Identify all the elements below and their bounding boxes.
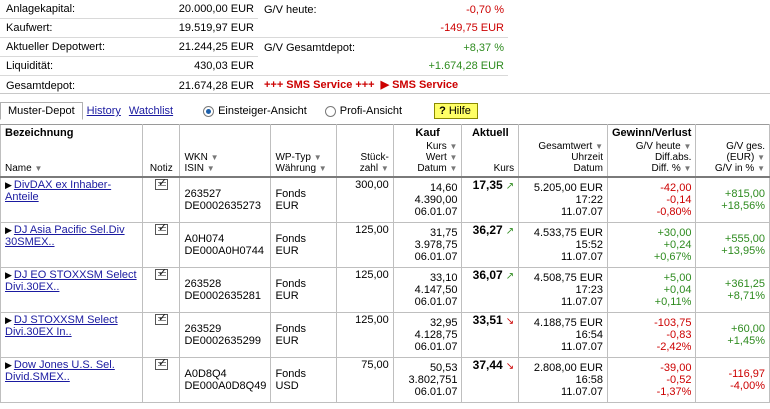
kurs-value: 36,07 bbox=[472, 268, 503, 282]
col-gv-gesamt[interactable] bbox=[696, 140, 770, 177]
wkn-value: 263528 bbox=[184, 278, 222, 290]
sort-icon[interactable]: ▼ bbox=[757, 153, 765, 162]
cell-notiz[interactable] bbox=[143, 313, 180, 358]
summary-label: Aktueller Depotwert: bbox=[6, 41, 106, 53]
summary-value: -149,75 EUR bbox=[440, 22, 504, 34]
gesamtwert-value: 2.808,00 EUR bbox=[533, 362, 603, 374]
group-blank-notiz bbox=[143, 125, 180, 141]
trend-up-icon: ↗ bbox=[505, 181, 515, 192]
summary-row-gv-gesamtdepot-eur bbox=[258, 57, 508, 76]
table-row[interactable] bbox=[1, 313, 770, 358]
depot-table-body bbox=[1, 177, 770, 403]
col-zahl-label: zahl bbox=[359, 163, 379, 174]
gv-heute-pct: +0,11% bbox=[654, 296, 692, 308]
col-diff-pct-label: Diff. % bbox=[651, 163, 681, 174]
summary-row-aktueller-depotwert bbox=[0, 38, 258, 57]
cell-stueckzahl bbox=[337, 177, 393, 223]
stueckzahl-value: 125,00 bbox=[355, 224, 389, 236]
sms-service-banner[interactable] bbox=[258, 76, 508, 93]
view-mode-radio-group bbox=[203, 105, 416, 117]
col-waehrung-label: Währung bbox=[275, 163, 317, 174]
col-gv-eur-label: (EUR) bbox=[726, 152, 755, 163]
summary-row-anlagekapital bbox=[0, 0, 258, 19]
cell-wptyp bbox=[271, 313, 337, 358]
wptyp-value: Fonds bbox=[275, 278, 307, 290]
bullet-icon: ▶ bbox=[5, 225, 12, 235]
cell-gesamtwert bbox=[519, 223, 608, 268]
sort-icon[interactable]: ▼ bbox=[449, 153, 458, 162]
help-button-label: Hilfe bbox=[448, 105, 471, 117]
note-icon[interactable] bbox=[155, 359, 168, 370]
gv-ges-eur: +60,00 bbox=[731, 323, 765, 335]
cell-gv-heute bbox=[607, 177, 695, 223]
cell-gesamtwert bbox=[519, 177, 608, 223]
col-wptyp-waehrung[interactable] bbox=[271, 140, 337, 177]
col-name-label: Name bbox=[5, 163, 32, 174]
cell-kauf bbox=[393, 177, 462, 223]
kauf-wert-value: 4.390,00 bbox=[414, 194, 458, 206]
col-kurs[interactable] bbox=[462, 140, 519, 177]
cell-kauf bbox=[393, 268, 462, 313]
security-link[interactable]: DivDAX ex Inhaber-Anteile bbox=[5, 179, 112, 203]
cell-gv-gesamt bbox=[696, 358, 770, 403]
kauf-kurs-value: 31,75 bbox=[429, 227, 458, 239]
sort-icon[interactable]: ▼ bbox=[683, 142, 692, 151]
isin-value: DE000A0H0744 bbox=[184, 245, 264, 257]
radio-profi-ansicht[interactable] bbox=[325, 105, 402, 117]
gv-heute-diff: -0,52 bbox=[666, 374, 692, 386]
bullet-icon: ▶ bbox=[5, 180, 12, 190]
col-stueck-label: Stück- bbox=[360, 152, 389, 163]
summary-label: Kaufwert: bbox=[6, 22, 53, 34]
summary-row-liquiditaet bbox=[0, 57, 258, 76]
gv-heute-abs: +5,00 bbox=[663, 272, 692, 284]
cell-name[interactable] bbox=[1, 268, 143, 313]
wptyp-value: Fonds bbox=[275, 233, 307, 245]
gv-ges-eur: -116,97 bbox=[728, 368, 765, 380]
uhrzeit-value: 16:58 bbox=[575, 374, 603, 386]
kauf-datum-value: 06.01.07 bbox=[414, 206, 458, 218]
gv-heute-abs: +30,00 bbox=[657, 227, 692, 239]
cell-gv-heute bbox=[607, 358, 695, 403]
kurs-value: 33,51 bbox=[472, 313, 503, 327]
wptyp-value: Fonds bbox=[275, 188, 307, 200]
cell-kauf bbox=[393, 223, 462, 268]
summary-label: Liquidität: bbox=[6, 60, 54, 72]
cell-kurs bbox=[462, 358, 519, 403]
cell-kurs bbox=[462, 223, 519, 268]
col-stueckzahl[interactable] bbox=[337, 140, 393, 177]
summary-row-kaufwert bbox=[0, 19, 258, 38]
cell-stueckzahl bbox=[337, 268, 393, 313]
kauf-wert-value: 3.802,751 bbox=[408, 374, 458, 386]
trend-down-icon: ↘ bbox=[505, 361, 515, 372]
col-notiz-label: Notiz bbox=[149, 163, 173, 174]
bullet-icon: ▶ bbox=[5, 360, 12, 370]
view-options-bar bbox=[0, 100, 770, 122]
gv-ges-pct: -4,00% bbox=[730, 380, 765, 392]
gv-heute-pct: -0,80% bbox=[656, 206, 692, 218]
summary-value: 21.244,25 EUR bbox=[178, 41, 254, 53]
portfolio-summary bbox=[0, 0, 770, 94]
kauf-datum-value: 06.01.07 bbox=[414, 341, 458, 353]
group-blank-wkn bbox=[180, 125, 271, 141]
bullet-icon: ▶ bbox=[5, 315, 12, 325]
gv-heute-pct: +0,67% bbox=[653, 251, 692, 263]
gv-ges-eur: +815,00 bbox=[724, 188, 765, 200]
trend-up-icon: ↗ bbox=[505, 226, 515, 237]
cell-gesamtwert bbox=[519, 268, 608, 313]
col-uhrzeit-label: Uhrzeit bbox=[571, 152, 603, 163]
group-blank-wptyp bbox=[271, 125, 337, 141]
col-kauf-datum-label: Datum bbox=[417, 163, 447, 174]
cell-wptyp bbox=[271, 268, 337, 313]
depot-table bbox=[0, 124, 770, 403]
col-kauf-wert-label: Wert bbox=[425, 152, 447, 163]
isin-value: DE0002635281 bbox=[184, 290, 261, 302]
trend-up-icon: ↗ bbox=[505, 271, 515, 282]
cell-wkn-isin bbox=[180, 313, 271, 358]
summary-value: 21.674,28 EUR bbox=[178, 79, 254, 92]
summary-row-gv-heute bbox=[258, 0, 508, 19]
col-wkn-isin[interactable] bbox=[180, 140, 271, 177]
cell-notiz[interactable] bbox=[143, 358, 180, 403]
waehrung-value: USD bbox=[275, 380, 299, 392]
sms-service-link-1[interactable]: SMS Service bbox=[286, 78, 353, 91]
summary-label: Gesamtdepot: bbox=[6, 79, 76, 92]
group-aktuell-cont bbox=[519, 125, 608, 141]
summary-right-column bbox=[258, 0, 508, 93]
summary-row-gv-heute-eur bbox=[258, 19, 508, 38]
gv-heute-abs: -42,00 bbox=[660, 182, 692, 194]
sort-icon[interactable]: ▼ bbox=[449, 142, 458, 151]
note-icon[interactable] bbox=[155, 269, 168, 280]
gv-ges-pct: +13,95% bbox=[721, 245, 765, 257]
cell-wptyp bbox=[271, 223, 337, 268]
cell-stueckzahl bbox=[337, 358, 393, 403]
kauf-kurs-value: 33,10 bbox=[429, 272, 458, 284]
isin-value: DE0002635299 bbox=[184, 335, 261, 347]
cell-kurs bbox=[462, 177, 519, 223]
col-gesamtwert[interactable] bbox=[519, 140, 608, 177]
cell-gv-heute bbox=[607, 313, 695, 358]
waehrung-value: EUR bbox=[275, 290, 299, 302]
radio-label: Einsteiger-Ansicht bbox=[218, 105, 307, 117]
col-isin-label: ISIN bbox=[184, 163, 204, 174]
gv-ges-eur: +555,00 bbox=[724, 233, 765, 245]
cell-stueckzahl bbox=[337, 223, 393, 268]
play-arrow-icon: ▶ bbox=[380, 79, 390, 91]
wkn-value: 263529 bbox=[184, 323, 222, 335]
trend-down-icon: ↘ bbox=[505, 316, 515, 327]
group-bezeichnung: Bezeichnung bbox=[1, 125, 143, 141]
bullet-icon: ▶ bbox=[5, 270, 12, 280]
sort-icon[interactable]: ▼ bbox=[449, 164, 458, 173]
cell-gv-gesamt bbox=[696, 268, 770, 313]
summary-row-gv-gesamtdepot bbox=[258, 38, 508, 57]
wptyp-value: Fonds bbox=[275, 323, 307, 335]
cell-wkn-isin bbox=[180, 268, 271, 313]
cell-wkn-isin bbox=[180, 177, 271, 223]
tab-watchlist[interactable]: Watchlist bbox=[128, 105, 174, 117]
group-aktuell: Aktuell bbox=[462, 125, 519, 141]
gv-heute-diff: -0,83 bbox=[666, 329, 692, 341]
sort-icon[interactable]: ▼ bbox=[313, 153, 322, 162]
wkn-value: A0H074 bbox=[184, 233, 225, 245]
gv-ges-pct: +1,45% bbox=[727, 335, 765, 347]
uhrzeit-value: 16:54 bbox=[575, 329, 603, 341]
summary-value: 19.519,97 EUR bbox=[178, 22, 254, 34]
uhrzeit-value: 15:52 bbox=[575, 239, 603, 251]
waehrung-value: EUR bbox=[275, 200, 299, 212]
gv-heute-abs: -103,75 bbox=[654, 317, 692, 329]
kauf-wert-value: 3.978,75 bbox=[414, 239, 458, 251]
security-link[interactable]: Dow Jones U.S. Sel. Divid.SMEX.. bbox=[5, 359, 115, 383]
cell-gv-heute bbox=[607, 268, 695, 313]
cell-name[interactable] bbox=[1, 313, 143, 358]
sms-plus-suffix: +++ bbox=[355, 78, 375, 91]
table-row[interactable] bbox=[1, 223, 770, 268]
summary-label: G/V heute: bbox=[264, 3, 317, 16]
kauf-kurs-value: 14,60 bbox=[429, 182, 458, 194]
summary-value: +8,37 % bbox=[463, 41, 504, 54]
tab-label: Muster-Depot bbox=[8, 105, 75, 117]
stueckzahl-value: 125,00 bbox=[355, 269, 389, 281]
kauf-kurs-value: 50,53 bbox=[429, 362, 458, 374]
table-row[interactable] bbox=[1, 268, 770, 313]
summary-label: G/V Gesamtdepot: bbox=[264, 41, 356, 54]
cell-gv-gesamt bbox=[696, 313, 770, 358]
col-gv-ges-label: G/V ges. bbox=[726, 141, 765, 152]
col-kauf-kurs-label: Kurs bbox=[426, 141, 447, 152]
summary-value: -0,70 % bbox=[466, 3, 504, 16]
sort-icon[interactable]: ▼ bbox=[757, 164, 765, 173]
table-row[interactable] bbox=[1, 358, 770, 403]
tab-muster-depot[interactable] bbox=[0, 102, 83, 120]
security-link[interactable]: DJ STOXXSM Select Divi.30EX In.. bbox=[5, 314, 118, 338]
gv-heute-pct: -1,37% bbox=[656, 386, 692, 398]
sort-icon[interactable]: ▼ bbox=[595, 142, 603, 151]
gv-heute-abs: -39,00 bbox=[660, 362, 692, 374]
group-gewinn-verlust-cont bbox=[696, 125, 770, 141]
wkn-value: A0D8Q4 bbox=[184, 368, 227, 380]
cell-kauf bbox=[393, 358, 462, 403]
help-button[interactable] bbox=[434, 103, 478, 119]
cell-kurs bbox=[462, 313, 519, 358]
col-wptyp-label: WP-Typ bbox=[275, 152, 311, 163]
col-diff-abs-label: Diff.abs. bbox=[654, 152, 692, 163]
table-group-header-row bbox=[1, 125, 770, 141]
isin-value: DE0002635273 bbox=[184, 200, 261, 212]
col-gv-heute-label: G/V heute bbox=[635, 141, 681, 152]
note-icon[interactable] bbox=[155, 224, 168, 235]
gesamtwert-value: 4.188,75 EUR bbox=[533, 317, 603, 329]
sort-desc-icon[interactable]: ▼ bbox=[34, 164, 43, 173]
col-datum-label: Datum bbox=[573, 163, 603, 174]
summary-value: +1.674,28 EUR bbox=[428, 60, 504, 72]
gesamtwert-value: 4.508,75 EUR bbox=[533, 272, 603, 284]
summary-value: 430,03 EUR bbox=[194, 60, 254, 72]
kurs-value: 37,44 bbox=[472, 358, 503, 372]
cell-gv-heute bbox=[607, 223, 695, 268]
table-column-header-row bbox=[1, 140, 770, 177]
uhrzeit-value: 17:23 bbox=[575, 284, 603, 296]
kurs-value: 17,35 bbox=[472, 178, 503, 192]
uhrzeit-value: 17:22 bbox=[575, 194, 603, 206]
wkn-value: 263527 bbox=[184, 188, 222, 200]
wptyp-value: Fonds bbox=[275, 368, 307, 380]
summary-value: 20.000,00 EUR bbox=[178, 3, 254, 15]
isin-value: DE000A0D8Q49 bbox=[184, 380, 267, 392]
cell-wptyp bbox=[271, 177, 337, 223]
gesamtwert-value: 5.205,00 EUR bbox=[533, 182, 603, 194]
stueckzahl-value: 300,00 bbox=[355, 179, 389, 191]
question-mark-icon: ? bbox=[439, 105, 446, 117]
cell-gv-gesamt bbox=[696, 223, 770, 268]
note-icon[interactable] bbox=[155, 179, 168, 190]
col-gesamtwert-label: Gesamtwert bbox=[538, 141, 593, 152]
cell-notiz[interactable] bbox=[143, 268, 180, 313]
col-kauf[interactable] bbox=[393, 140, 462, 177]
cell-stueckzahl bbox=[337, 313, 393, 358]
cell-gesamtwert bbox=[519, 358, 608, 403]
gv-ges-pct: +18,56% bbox=[721, 200, 765, 212]
gv-heute-diff: -0,14 bbox=[666, 194, 692, 206]
waehrung-value: EUR bbox=[275, 245, 299, 257]
sort-icon[interactable]: ▼ bbox=[380, 164, 389, 173]
cell-name[interactable] bbox=[1, 223, 143, 268]
kauf-datum-value: 06.01.07 bbox=[414, 296, 458, 308]
datum-value: 11.07.07 bbox=[560, 341, 603, 353]
sort-icon[interactable]: ▼ bbox=[318, 164, 327, 173]
radio-einsteiger-ansicht[interactable] bbox=[203, 105, 307, 117]
gv-ges-eur: +361,25 bbox=[724, 278, 765, 290]
sort-icon[interactable]: ▼ bbox=[683, 164, 692, 173]
datum-value: 11.07.07 bbox=[560, 386, 603, 398]
group-blank-stueck bbox=[337, 125, 393, 141]
kauf-wert-value: 4.128,75 bbox=[414, 329, 458, 341]
stueckzahl-value: 125,00 bbox=[355, 314, 389, 326]
gv-ges-pct: +8,71% bbox=[727, 290, 765, 302]
cell-kauf bbox=[393, 313, 462, 358]
stueckzahl-value: 75,00 bbox=[361, 359, 389, 371]
sort-icon[interactable]: ▼ bbox=[210, 153, 219, 162]
radio-icon[interactable] bbox=[325, 106, 336, 117]
note-icon[interactable] bbox=[155, 314, 168, 325]
sms-service-link-2[interactable]: SMS Service bbox=[392, 78, 459, 91]
datum-value: 11.07.07 bbox=[560, 251, 603, 263]
cell-wptyp bbox=[271, 358, 337, 403]
gv-heute-diff: +0,04 bbox=[663, 284, 692, 296]
summary-label: Anlagekapital: bbox=[6, 3, 76, 15]
table-row[interactable] bbox=[1, 177, 770, 223]
kauf-kurs-value: 32,95 bbox=[429, 317, 458, 329]
col-gv-in-pct-label: G/V in % bbox=[714, 163, 755, 174]
summary-left-column bbox=[0, 0, 258, 95]
kauf-datum-value: 06.01.07 bbox=[414, 386, 458, 398]
cell-notiz[interactable] bbox=[143, 177, 180, 223]
kurs-value: 36,27 bbox=[472, 223, 503, 237]
gv-heute-diff: +0,24 bbox=[663, 239, 692, 251]
col-name[interactable] bbox=[1, 140, 143, 177]
cell-notiz[interactable] bbox=[143, 223, 180, 268]
gv-heute-pct: -2,42% bbox=[656, 341, 692, 353]
summary-row-gesamtdepot bbox=[0, 76, 258, 95]
cell-gv-gesamt bbox=[696, 177, 770, 223]
datum-value: 11.07.07 bbox=[560, 296, 603, 308]
radio-label: Profi-Ansicht bbox=[339, 105, 403, 117]
datum-value: 11.07.07 bbox=[560, 206, 603, 218]
sms-plus-prefix: +++ bbox=[264, 78, 284, 91]
security-link[interactable]: DJ Asia Pacific Sel.Div 30SMEX.. bbox=[5, 224, 125, 248]
cell-name[interactable] bbox=[1, 177, 143, 223]
cell-kurs bbox=[462, 268, 519, 313]
col-notiz[interactable] bbox=[143, 140, 180, 177]
tab-history[interactable]: History bbox=[86, 105, 121, 117]
kauf-wert-value: 4.147,50 bbox=[414, 284, 458, 296]
col-kurs-label: Kurs bbox=[493, 163, 515, 174]
col-wkn-label: WKN bbox=[184, 152, 208, 163]
cell-wkn-isin bbox=[180, 358, 271, 403]
cell-wkn-isin bbox=[180, 223, 271, 268]
sort-icon[interactable]: ▼ bbox=[206, 164, 215, 173]
radio-icon-selected[interactable] bbox=[203, 106, 214, 117]
waehrung-value: EUR bbox=[275, 335, 299, 347]
kauf-datum-value: 06.01.07 bbox=[414, 251, 458, 263]
cell-gesamtwert bbox=[519, 313, 608, 358]
gesamtwert-value: 4.533,75 EUR bbox=[533, 227, 603, 239]
group-gewinn-verlust: Gewinn/Verlust bbox=[607, 125, 695, 141]
cell-name[interactable] bbox=[1, 358, 143, 403]
depot-table-head bbox=[1, 125, 770, 178]
group-kauf: Kauf bbox=[393, 125, 462, 141]
security-link[interactable]: DJ EO STOXXSM Select Divi.30EX.. bbox=[5, 269, 137, 293]
col-gv-heute[interactable] bbox=[607, 140, 695, 177]
